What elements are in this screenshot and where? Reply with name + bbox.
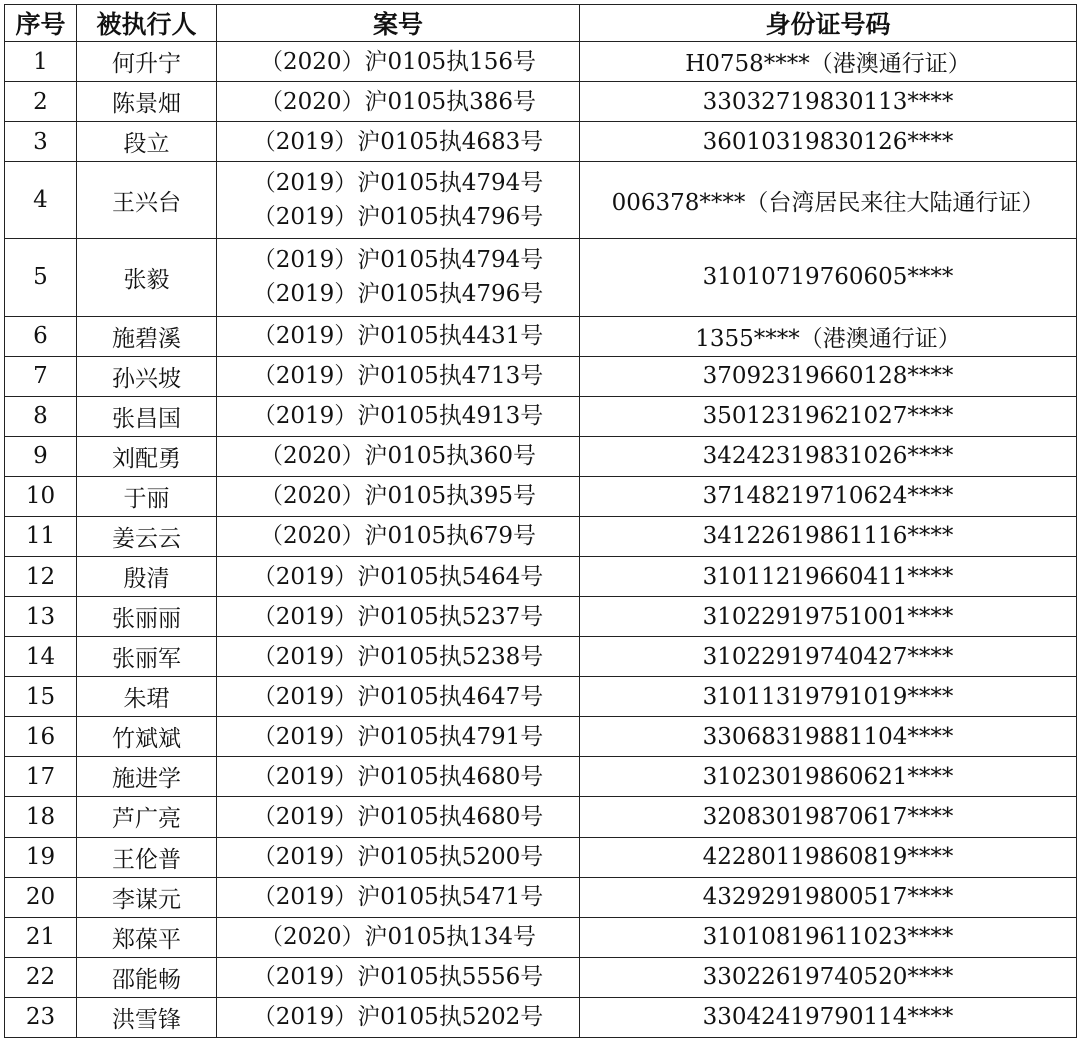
id-number: 34122619861116**** (580, 516, 1077, 556)
table-header-row (5, 5, 1077, 42)
id-number: 34242319831026**** (580, 436, 1077, 476)
case-number: （2020）沪0105执395号 (260, 483, 536, 510)
row-index: 9 (5, 436, 77, 476)
id-number: 31011319791019**** (580, 677, 1077, 717)
case-number: （2019）沪0105执4794号 (252, 247, 544, 274)
case-number-cell (217, 837, 580, 877)
row-index: 20 (5, 877, 77, 917)
id-number: 31022919740427**** (580, 637, 1077, 677)
id-number: 1355****（港澳通行证） (580, 316, 1077, 356)
debtor-name: 段立 (77, 122, 217, 162)
debtor-name: 芦广亮 (77, 797, 217, 837)
debtor-name: 张丽军 (77, 637, 217, 677)
header-case-number: 案号 (217, 5, 580, 42)
case-number-cell (217, 757, 580, 797)
debtor-name: 张昌国 (77, 396, 217, 436)
debtor-name: 朱珺 (77, 677, 217, 717)
table-row (5, 436, 1077, 476)
table-row (5, 597, 1077, 637)
case-number-cell (217, 997, 580, 1037)
case-number-cell (217, 162, 580, 239)
case-number: （2019）沪0105执4683号 (252, 128, 544, 155)
case-number: （2020）沪0105执156号 (260, 48, 536, 75)
table-row (5, 122, 1077, 162)
case-number: （2019）沪0105执4796号 (252, 204, 544, 231)
table-row (5, 556, 1077, 596)
debtor-name: 竹斌斌 (77, 717, 217, 757)
id-number: 006378****（台湾居民来往大陆通行证） (580, 162, 1077, 239)
debtor-name: 刘配勇 (77, 436, 217, 476)
table-row (5, 476, 1077, 516)
debtor-name: 王伦普 (77, 837, 217, 877)
case-number-cell (217, 476, 580, 516)
debtor-name: 张丽丽 (77, 597, 217, 637)
table-row (5, 917, 1077, 957)
case-number-cell (217, 637, 580, 677)
row-index: 10 (5, 476, 77, 516)
case-number: （2020）沪0105执679号 (260, 523, 536, 550)
case-number: （2019）沪0105执5237号 (252, 603, 544, 630)
row-index: 17 (5, 757, 77, 797)
debtor-name: 洪雪锋 (77, 997, 217, 1037)
case-number-cell (217, 797, 580, 837)
row-index: 11 (5, 516, 77, 556)
row-index: 3 (5, 122, 77, 162)
id-number: 31022919751001**** (580, 597, 1077, 637)
header-name: 被执行人 (77, 5, 217, 42)
table-row (5, 516, 1077, 556)
id-number: 33032719830113**** (580, 82, 1077, 122)
case-number: （2020）沪0105执360号 (260, 443, 536, 470)
debtor-name: 于丽 (77, 476, 217, 516)
row-index: 13 (5, 597, 77, 637)
case-number: （2019）沪0105执5464号 (252, 563, 544, 590)
case-number: （2020）沪0105执134号 (260, 924, 536, 951)
table-row (5, 837, 1077, 877)
case-number-cell (217, 239, 580, 316)
id-number: H0758****（港澳通行证） (580, 42, 1077, 82)
row-index: 23 (5, 997, 77, 1037)
debtor-name: 李谋元 (77, 877, 217, 917)
debtor-name: 何升宁 (77, 42, 217, 82)
debtor-name: 施进学 (77, 757, 217, 797)
table-row (5, 877, 1077, 917)
header-id-number: 身份证号码 (580, 5, 1077, 42)
debtor-name: 姜云云 (77, 516, 217, 556)
row-index: 21 (5, 917, 77, 957)
row-index: 16 (5, 717, 77, 757)
case-number-cell (217, 877, 580, 917)
table-row (5, 757, 1077, 797)
id-number: 31010719760605**** (580, 239, 1077, 316)
table-row (5, 356, 1077, 396)
case-number: （2019）沪0105执4796号 (252, 281, 544, 308)
debtor-name: 邵能畅 (77, 957, 217, 997)
table-row (5, 677, 1077, 717)
table-row (5, 316, 1077, 356)
id-number: 43292919800517**** (580, 877, 1077, 917)
table-row (5, 239, 1077, 316)
case-number-cell (217, 316, 580, 356)
table-row (5, 797, 1077, 837)
case-number: （2020）沪0105执386号 (260, 88, 536, 115)
table-row (5, 997, 1077, 1037)
case-number: （2019）沪0105执5238号 (252, 643, 544, 670)
row-index: 7 (5, 356, 77, 396)
table-row (5, 162, 1077, 239)
row-index: 22 (5, 957, 77, 997)
case-number: （2019）沪0105执4680号 (252, 763, 544, 790)
table-body (5, 42, 1077, 1038)
table-row (5, 717, 1077, 757)
row-index: 15 (5, 677, 77, 717)
id-number: 33068319881104**** (580, 717, 1077, 757)
table-row (5, 82, 1077, 122)
row-index: 6 (5, 316, 77, 356)
id-number: 31023019860621**** (580, 757, 1077, 797)
table-row (5, 42, 1077, 82)
table-row (5, 637, 1077, 677)
debtor-name: 殷清 (77, 556, 217, 596)
case-number: （2019）沪0105执4913号 (252, 403, 544, 430)
case-number: （2019）沪0105执4794号 (252, 170, 544, 197)
case-number-cell (217, 436, 580, 476)
id-number: 35012319621027**** (580, 396, 1077, 436)
debtor-name: 王兴台 (77, 162, 217, 239)
row-index: 8 (5, 396, 77, 436)
debtor-name: 施碧溪 (77, 316, 217, 356)
id-number: 31011219660411**** (580, 556, 1077, 596)
case-number: （2019）沪0105执5202号 (252, 1004, 544, 1031)
case-number-cell (217, 556, 580, 596)
case-number: （2019）沪0105执5471号 (252, 884, 544, 911)
debtor-name: 孙兴坡 (77, 356, 217, 396)
case-number: （2019）沪0105执4680号 (252, 803, 544, 830)
id-number: 33022619740520**** (580, 957, 1077, 997)
case-number: （2019）沪0105执4431号 (252, 323, 544, 350)
row-index: 18 (5, 797, 77, 837)
row-index: 14 (5, 637, 77, 677)
row-index: 12 (5, 556, 77, 596)
case-number-cell (217, 516, 580, 556)
header-index: 序号 (5, 5, 77, 42)
row-index: 19 (5, 837, 77, 877)
case-number: （2019）沪0105执4791号 (252, 723, 544, 750)
case-number-cell (217, 717, 580, 757)
table-row (5, 957, 1077, 997)
id-number: 37148219710624**** (580, 476, 1077, 516)
case-number-cell (217, 396, 580, 436)
row-index: 4 (5, 162, 77, 239)
case-number-cell (217, 356, 580, 396)
id-number: 32083019870617**** (580, 797, 1077, 837)
case-number-cell (217, 677, 580, 717)
id-number: 37092319660128**** (580, 356, 1077, 396)
debtor-name: 张毅 (77, 239, 217, 316)
row-index: 1 (5, 42, 77, 82)
debtor-name: 陈景畑 (77, 82, 217, 122)
row-index: 2 (5, 82, 77, 122)
case-number: （2019）沪0105执4647号 (252, 683, 544, 710)
case-number-cell (217, 82, 580, 122)
id-number: 33042419790114**** (580, 997, 1077, 1037)
case-number: （2019）沪0105执5200号 (252, 844, 544, 871)
debtor-name: 郑葆平 (77, 917, 217, 957)
id-number: 31010819611023**** (580, 917, 1077, 957)
row-index: 5 (5, 239, 77, 316)
id-number: 42280119860819**** (580, 837, 1077, 877)
case-number: （2019）沪0105执4713号 (252, 363, 544, 390)
debtor-table (4, 4, 1077, 1038)
id-number: 36010319830126**** (580, 122, 1077, 162)
case-number-cell (217, 122, 580, 162)
table-row (5, 396, 1077, 436)
case-number-cell (217, 597, 580, 637)
case-number-cell (217, 42, 580, 82)
case-number-cell (217, 917, 580, 957)
case-number: （2019）沪0105执5556号 (252, 964, 544, 991)
case-number-cell (217, 957, 580, 997)
